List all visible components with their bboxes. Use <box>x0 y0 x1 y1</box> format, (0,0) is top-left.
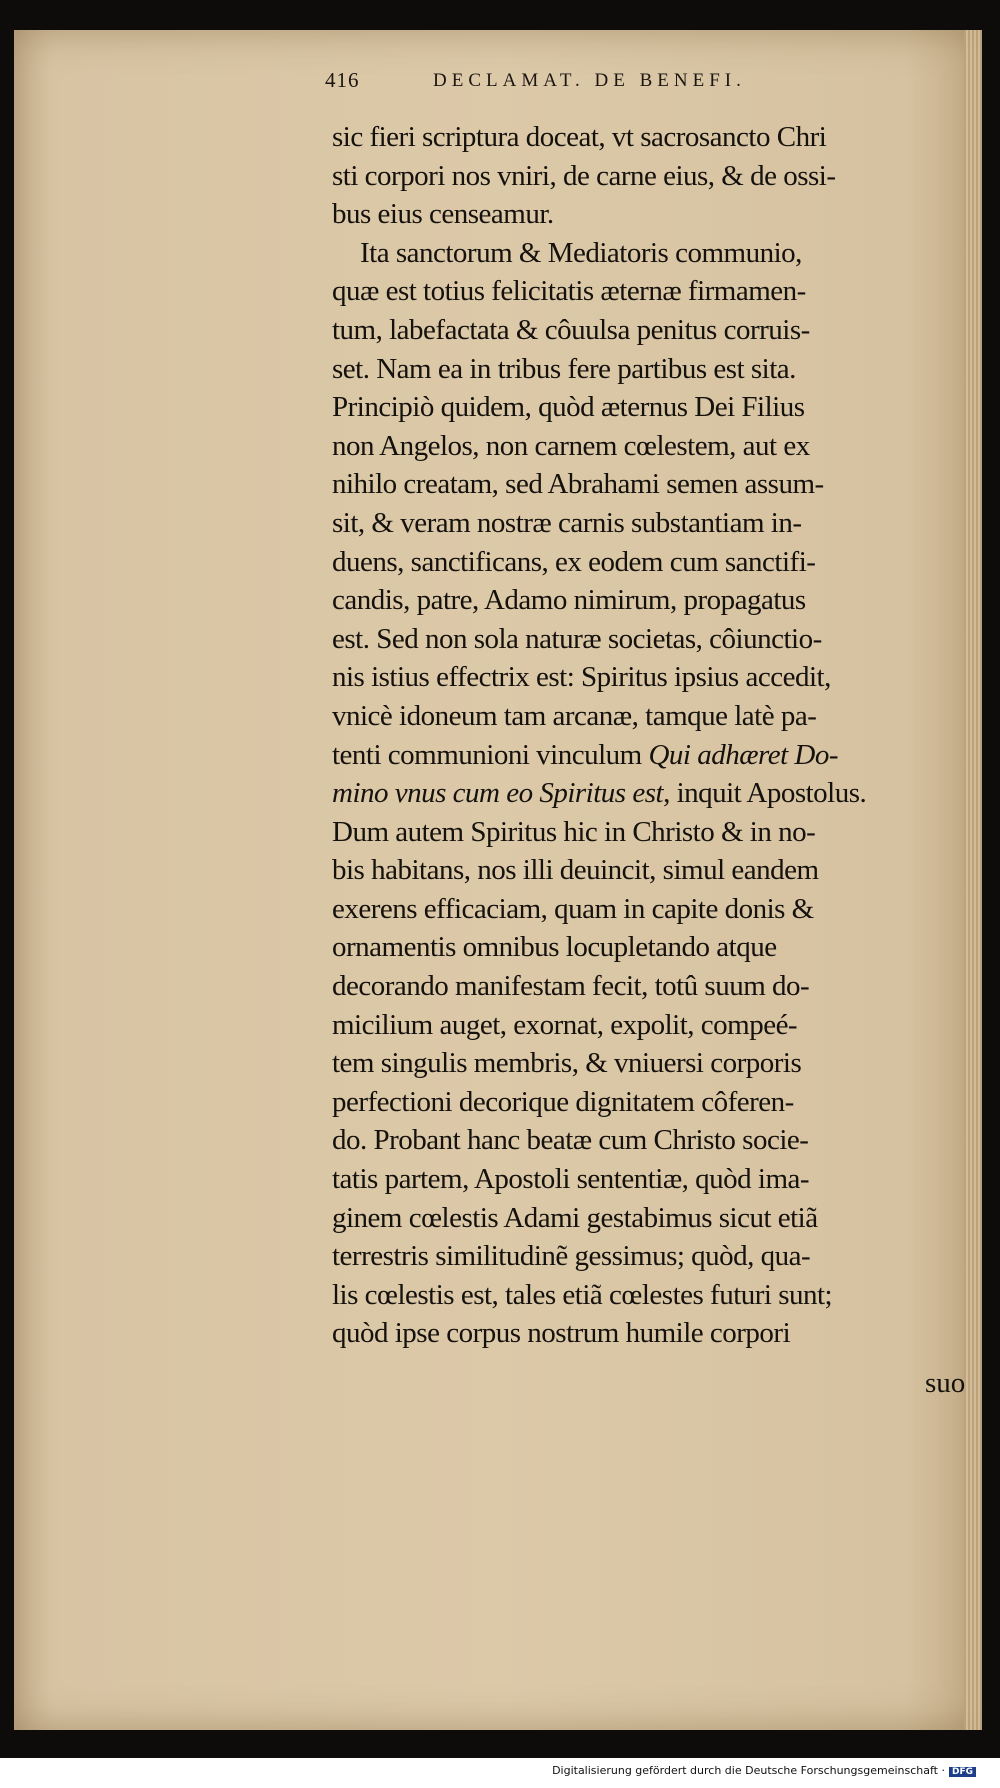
text-line: lis cœlestis est, tales etiã cœlestes futuri sunt; <box>332 1278 833 1311</box>
text-segment: tenti communioni vinculum <box>332 738 642 771</box>
italic-quote-start: Qui adhæret Do- <box>648 738 839 771</box>
text-line: terrestris similitudinẽ gessimus; quòd, qua- <box>332 1240 811 1273</box>
text-line: exerens efficaciam, quam in capite donis & <box>332 892 814 925</box>
text-line: ornamentis omnibus locupletando atque <box>332 931 777 964</box>
text-line: vnicè idoneum tam arcanæ, tamque latè pa- <box>332 699 817 732</box>
text-line: tum, labefactata & côuulsa penitus corruis- <box>332 313 810 346</box>
text-line: est. Sed non sola naturæ societas, côiunctio- <box>332 622 822 655</box>
text-line-with-quote <box>332 736 957 775</box>
text-line: perfectioni decorique dignitatem côferen- <box>332 1085 794 1118</box>
text-line: bis habitans, nos illi deuincit, simul eandem <box>332 854 819 887</box>
funding-credit-text: Digitalisierung gefördert durch die Deutsche Forschungsgemeinschaft · <box>552 1764 945 1777</box>
text-line: ginem cœlestis Adami gestabimus sicut etiã <box>332 1201 818 1234</box>
text-line: quòd ipse corpus nostrum humile corpori <box>332 1317 791 1350</box>
text-segment: , inquit Apostolus. <box>663 777 867 810</box>
paragraph-start-line: Ita sanctorum & Mediatoris communio, <box>360 236 802 269</box>
text-line: nis istius effectrix est: Spiritus ipsius accedit, <box>332 661 831 694</box>
text-line: candis, patre, Adamo nimirum, propagatus <box>332 584 806 617</box>
footer-credit <box>552 1764 976 1777</box>
page-edge-shadow <box>964 30 982 1730</box>
catchword: suo <box>925 1367 966 1399</box>
italic-quote-end: mino vnus cum eo Spiritus est <box>332 777 664 810</box>
page-header <box>315 68 955 108</box>
text-line: tatis partem, Apostoli sententiæ, quòd ima- <box>332 1163 810 1196</box>
page-number: 416 <box>325 68 360 92</box>
text-line: sit, & veram nostræ carnis substantiam in- <box>332 506 802 539</box>
text-line-with-quote <box>332 774 957 813</box>
text-line: non Angelos, non carnem cœlestem, aut ex <box>332 429 810 462</box>
text-line: sti corpori nos vniri, de carne eius, & de ossi- <box>332 159 836 192</box>
text-line: tem singulis membris, & vniuersi corporis <box>332 1047 802 1080</box>
text-line: duens, sanctificans, ex eodem cum sanctifi- <box>332 545 816 578</box>
text-line: do. Probant hanc beatæ cum Christo socie- <box>332 1124 809 1157</box>
running-head: DECLAMAT. DE BENEFI. <box>433 70 746 91</box>
text-line: bus eius censeamur. <box>332 198 554 231</box>
text-line: decorando manifestam fecit, totû suum do- <box>332 970 810 1003</box>
text-line: sic fieri scriptura doceat, vt sacrosancto Chri <box>332 121 827 153</box>
text-line: Principiò quidem, quòd æternus Dei Filius <box>332 391 805 424</box>
footer-bar <box>0 1758 1000 1788</box>
text-line: micilium auget, exornat, expolit, compeé- <box>332 1008 798 1041</box>
text-line: nihilo creatam, sed Abrahami semen assum- <box>332 468 824 501</box>
dfg-logo: DFG <box>949 1767 976 1777</box>
text-line: quæ est totius felicitatis æternæ firmamen- <box>332 275 806 308</box>
text-line: set. Nam ea in tribus fere partibus est sita. <box>332 352 796 385</box>
text-line: Dum autem Spiritus hic in Christo & in no- <box>332 815 816 848</box>
body-text <box>332 118 957 1353</box>
